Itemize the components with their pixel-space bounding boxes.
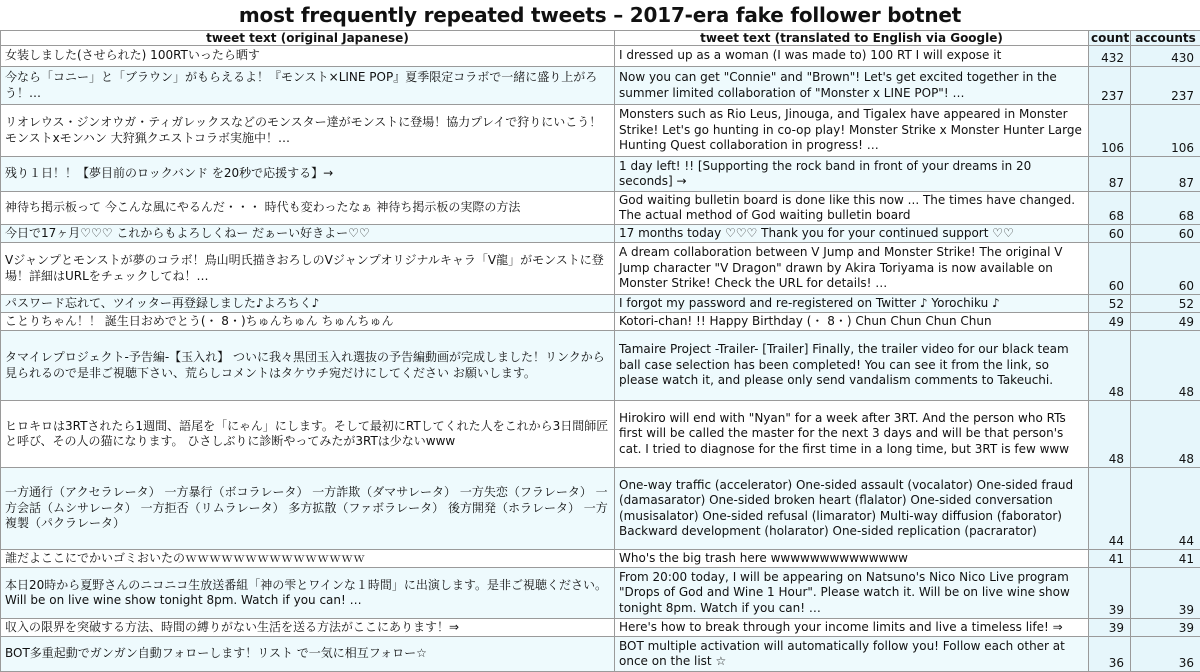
- cell-english: Here's how to break through your income limits and live a timeless life! ⇒: [615, 619, 1089, 637]
- table-row: [1, 637, 1200, 672]
- cell-japanese: 誰だよここにでかいゴミおいたのｗｗｗｗｗｗｗｗｗｗｗｗｗｗｗ: [1, 550, 615, 568]
- table-row: [1, 619, 1200, 637]
- cell-english: Hirokiro will end with "Nyan" for a week after 3RT. And the person who RTs first will be called the master for the next 3 days and will be that person's cat. I tried to diagnose for the first time in a long time, but 3RT is few www: [615, 401, 1089, 468]
- cell-accounts: 48: [1131, 331, 1200, 401]
- cell-japanese: 神待ち掲示板って 今こんな風にやるんだ・・・ 時代も変わったなぁ 神待ち掲示板の実際の方法: [1, 192, 615, 225]
- cell-accounts: 68: [1131, 192, 1200, 225]
- cell-count: 68: [1089, 192, 1131, 225]
- header-count: count: [1089, 31, 1131, 46]
- cell-count: 39: [1089, 619, 1131, 637]
- cell-count: 60: [1089, 225, 1131, 243]
- cell-count: 237: [1089, 67, 1131, 105]
- cell-japanese: Vジャンプとモンストが夢のコラボ！鳥山明氏描きおろしのVジャンプオリジナルキャラ「V龍」がモンストに登場！詳細はURLをチェックしてね！…: [1, 243, 615, 295]
- table-row: [1, 67, 1200, 105]
- cell-english: Tamaire Project -Trailer- [Trailer] Finally, the trailer video for our black team ball case selection has been completed! You can see it from the link, so please watch it, and please only send vandalism comments to Takeuchi.: [615, 331, 1089, 401]
- cell-japanese: ヒロキロは3RTされたら1週間、語尾を「にゃん」にします。そして最初にRTしてくれた人をこれから3日間師匠と呼び、その人の猫になります。 ひさしぶりに診断やってみたが3RTは少ないwww: [1, 401, 615, 468]
- table-row: [1, 313, 1200, 331]
- cell-count: 87: [1089, 157, 1131, 192]
- cell-japanese: 一方通行（アクセラレータ） 一方暴行（ボコラレータ） 一方詐欺（ダマサレータ） 一方失恋（フラレータ） 一方会話（ムシサレータ） 一方拒否（リムラレータ） 多方拡散（ファボラレータ） 後方開発（ホラレータ） 一方複製（パクラレータ）: [1, 468, 615, 550]
- cell-english: I forgot my password and re-registered on Twitter ♪ Yorochiku ♪: [615, 295, 1089, 313]
- cell-japanese: 収入の限界を突破する方法、時間の縛りがない生活を送る方法がここにあります！⇒: [1, 619, 615, 637]
- cell-count: 39: [1089, 568, 1131, 619]
- cell-japanese: 今なら「コニー」と「ブラウン」がもらえるよ！『モンスト×LINE POP』夏季限定コラボで一緒に盛り上がろう！…: [1, 67, 615, 105]
- cell-japanese: 本日20時から夏野さんのニコニコ生放送番組「神の雫とワインな１時間」に出演します。是非ご視聴ください。Will be on live wine show tonight 8pm. Watch if you can! …: [1, 568, 615, 619]
- cell-count: 52: [1089, 295, 1131, 313]
- cell-japanese: BOT多重起動でガンガン自動フォローします！リスト で一気に相互フォロー☆: [1, 637, 615, 672]
- cell-accounts: 52: [1131, 295, 1200, 313]
- cell-english: Who's the big trash here wwwwwwwwwwwwww: [615, 550, 1089, 568]
- cell-accounts: 39: [1131, 568, 1200, 619]
- cell-english: Monsters such as Rio Leus, Jinouga, and Tigalex have appeared in Monster Strike! Let's go hunting in co-op play! Monster Strike x Monster Hunter Large Hunting Quest collaboration in progress! …: [615, 105, 1089, 157]
- cell-accounts: 41: [1131, 550, 1200, 568]
- table-row: [1, 243, 1200, 295]
- cell-accounts: 49: [1131, 313, 1200, 331]
- cell-english: I dressed up as a woman (I was made to) 100 RT I will expose it: [615, 46, 1089, 67]
- cell-count: 48: [1089, 401, 1131, 468]
- header-en: tweet text (translated to English via Google): [615, 31, 1089, 46]
- cell-english: BOT multiple activation will automatically follow you! Follow each other at once on the list ☆: [615, 637, 1089, 672]
- cell-accounts: 237: [1131, 67, 1200, 105]
- cell-english: Kotori-chan! !! Happy Birthday (・ 8・) Chun Chun Chun Chun: [615, 313, 1089, 331]
- tweets-table: [0, 30, 1200, 672]
- cell-japanese: パスワード忘れて、ツイッター再登録しました♪よろちく♪: [1, 295, 615, 313]
- cell-accounts: 44: [1131, 468, 1200, 550]
- cell-english: From 20:00 today, I will be appearing on Natsuno's Nico Nico Live program "Drops of God and Wine 1 Hour". Please watch it. Will be on live wine show tonight 8pm. Watch if you can! …: [615, 568, 1089, 619]
- cell-count: 41: [1089, 550, 1131, 568]
- table-row: [1, 295, 1200, 313]
- table-row: [1, 550, 1200, 568]
- header-jp: tweet text (original Japanese): [1, 31, 615, 46]
- cell-japanese: リオレウス・ジンオウガ・ティガレックスなどのモンスター達がモンストに登場！協力プレイで狩りにいこう！モンストxモンハン 大狩猟クエストコラボ実施中！…: [1, 105, 615, 157]
- table-row: [1, 157, 1200, 192]
- cell-accounts: 36: [1131, 637, 1200, 672]
- table-row: [1, 401, 1200, 468]
- cell-japanese: 今日で17ヶ月♡♡♡ これからもよろしくねー だぁーい好きよー♡♡: [1, 225, 615, 243]
- page-title: most frequently repeated tweets – 2017-era fake follower botnet: [0, 0, 1200, 30]
- table-row: [1, 331, 1200, 401]
- cell-accounts: 60: [1131, 243, 1200, 295]
- cell-accounts: 430: [1131, 46, 1200, 67]
- table-row: [1, 225, 1200, 243]
- table-row: [1, 468, 1200, 550]
- header-row: [1, 31, 1200, 46]
- cell-japanese: タマイレプロジェクト-予告編-【玉入れ】 ついに我々黒団玉入れ選抜の予告編動画が完成しました！リンクから見られるので是非ご視聴下さい、荒らしコメントはタケウチ宛だけにしてください お願いします。: [1, 331, 615, 401]
- cell-accounts: 87: [1131, 157, 1200, 192]
- header-accounts: accounts: [1131, 31, 1200, 46]
- cell-english: A dream collaboration between V Jump and Monster Strike! The original V Jump character "V Dragon" drawn by Akira Toriyama is now available on Monster Strike! Check the URL for details! …: [615, 243, 1089, 295]
- cell-japanese: 女装しました(させられた) 100RTいったら晒す: [1, 46, 615, 67]
- cell-count: 432: [1089, 46, 1131, 67]
- cell-count: 44: [1089, 468, 1131, 550]
- cell-accounts: 60: [1131, 225, 1200, 243]
- cell-count: 48: [1089, 331, 1131, 401]
- table-row: [1, 192, 1200, 225]
- cell-japanese: ことりちゃん！！ 誕生日おめでとう(・ 8・)ちゅんちゅん ちゅんちゅん: [1, 313, 615, 331]
- cell-english: Now you can get "Connie" and "Brown"! Let's get excited together in the summer limited collaboration of "Monster x LINE POP"! …: [615, 67, 1089, 105]
- cell-english: 1 day left! !! [Supporting the rock band in front of your dreams in 20 seconds] →: [615, 157, 1089, 192]
- cell-english: 17 months today ♡♡♡ Thank you for your continued support ♡♡: [615, 225, 1089, 243]
- cell-accounts: 39: [1131, 619, 1200, 637]
- cell-count: 49: [1089, 313, 1131, 331]
- cell-count: 106: [1089, 105, 1131, 157]
- cell-english: God waiting bulletin board is done like this now ... The times have changed. The actual method of God waiting bulletin board: [615, 192, 1089, 225]
- table-row: [1, 46, 1200, 67]
- cell-accounts: 48: [1131, 401, 1200, 468]
- cell-count: 60: [1089, 243, 1131, 295]
- cell-accounts: 106: [1131, 105, 1200, 157]
- table-row: [1, 105, 1200, 157]
- table-row: [1, 568, 1200, 619]
- cell-japanese: 残り１日！！【夢目前のロックバンド を20秒で応援する】→: [1, 157, 615, 192]
- cell-count: 36: [1089, 637, 1131, 672]
- cell-english: One-way traffic (accelerator) One-sided assault (vocalator) One-sided fraud (damasarator) One-sided broken heart (flalator) One-sided conversation (musisalator) One-sided refusal (limarator) Multi-way diffusion (faborator) Backward development (holarator) One-sided replication (pacrarator): [615, 468, 1089, 550]
